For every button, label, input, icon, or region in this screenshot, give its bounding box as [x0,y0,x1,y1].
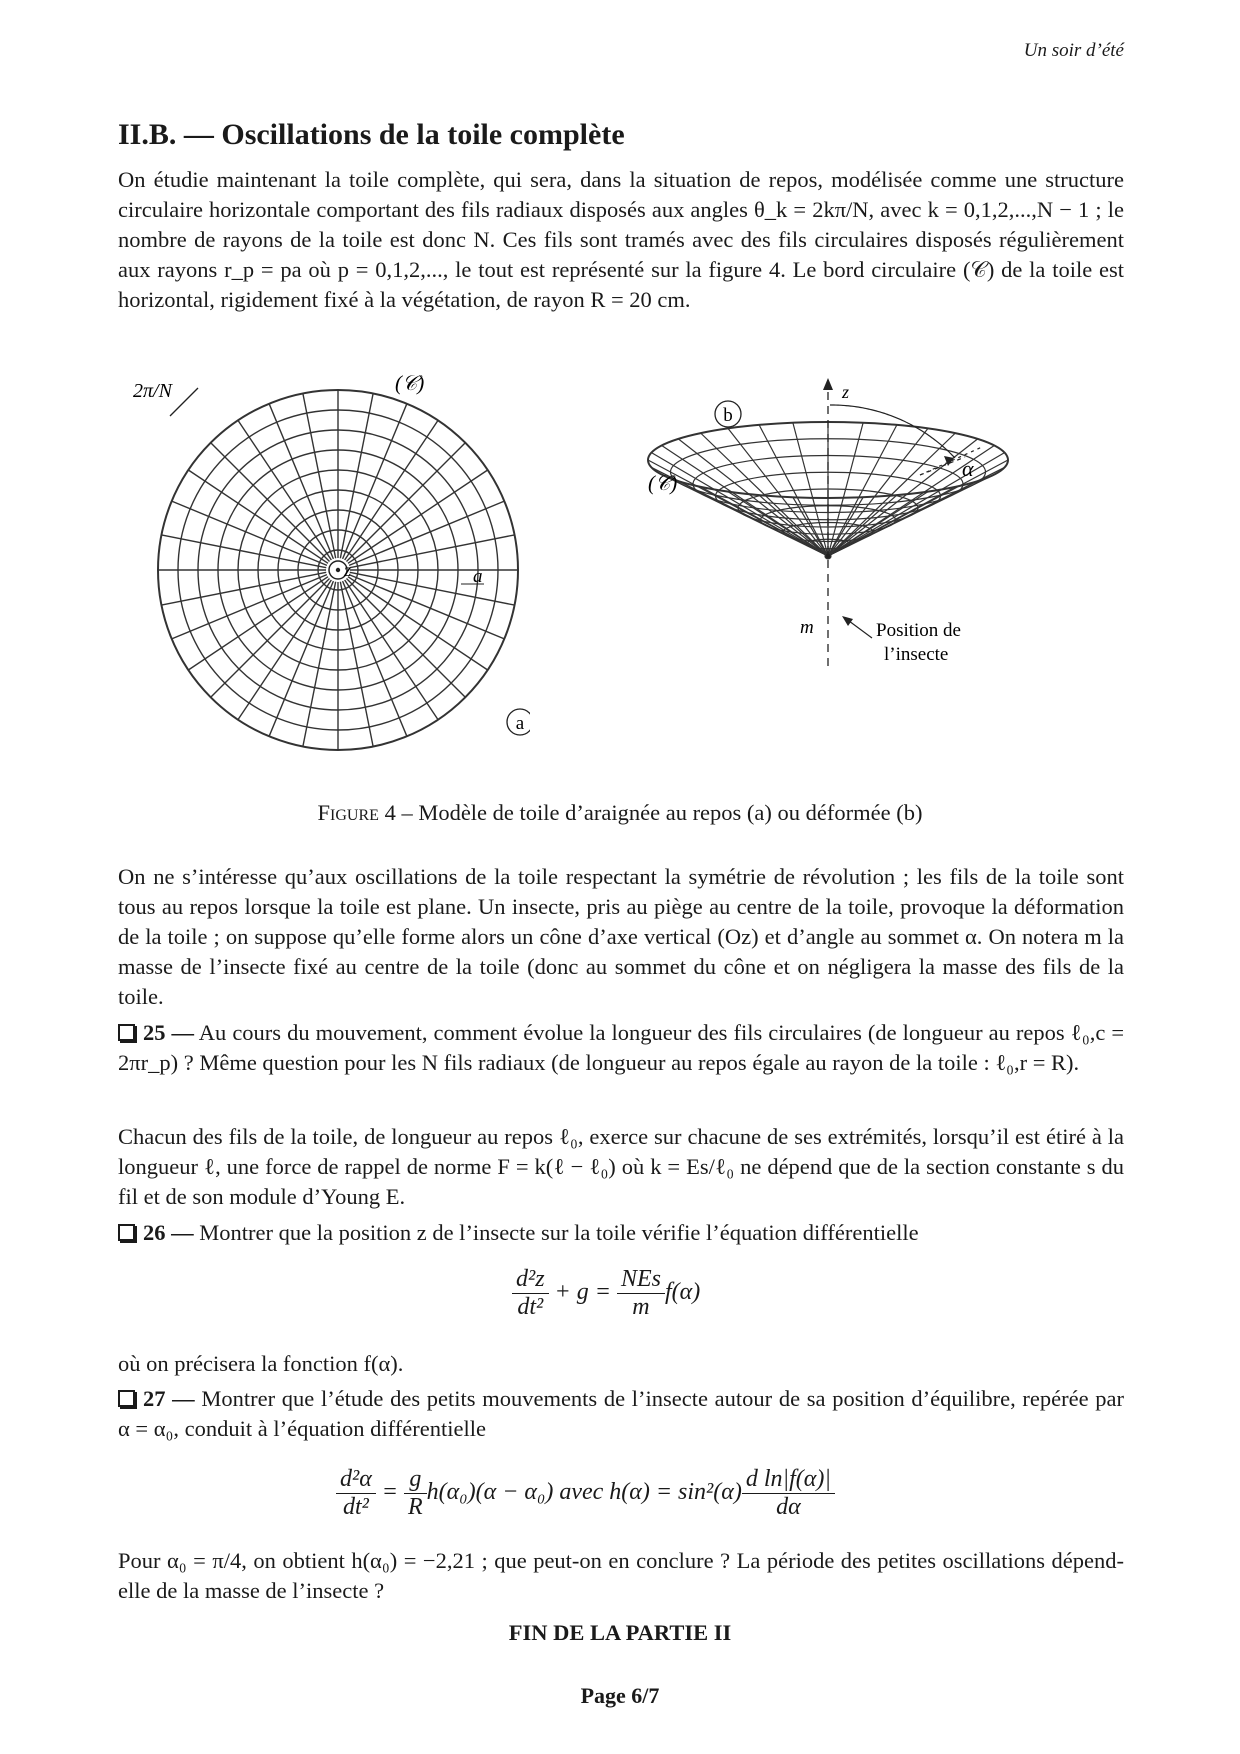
eq2-lhs-num: d²α [336,1466,376,1494]
web-radial-thread [211,578,330,697]
cone-radial-thread [828,428,928,556]
question-box-icon [118,1224,135,1241]
body-paragraph-4: Pour α₀ = π/4, on obtient h(α₀) = −2,21 ; que peut-on en conclure ? La période des petites oscillations dépend-elle de la masse de l’insecte ? [118,1548,1124,1603]
alpha-label: α [962,456,974,481]
position-label-1: Position de [876,620,961,641]
web-radial-thread [303,582,336,747]
web-radial-thread [340,393,373,558]
end-of-part: FIN DE LA PARTIE II [508,1620,732,1645]
after-equation-1: où on précisera la fonction f(α). [118,1351,404,1376]
eq1-lhs-num: d²z [512,1266,549,1294]
running-header: Un soir d’été [1023,40,1124,61]
equation-2 [336,1466,835,1521]
question-25 [118,1018,1124,1078]
intro-paragraph: On étudie maintenant la toile complète, qui sera, dans la situation de repos, modélisée comme une structure circulaire horizontale comportant des fils radiaux disposés aux angles θ_k = 2kπ/N, avec k = 0,1,2,...,N − 1 ; le nombre de rayons de la toile est donc N. Ces fils sont tramés avec des fils circulaires disposés régulièrement aux rayons r_p = pa où p = 0,1,2,..., le tout est représenté sur la figure 4. Le bord circulaire (𝒞) de la toile est horizontal, rigidement fixé à la végétation, de rayon R = 20 cm. [118,167,1124,312]
question-box-icon [118,1390,135,1407]
eq1-lhs-den: dt² [517,1294,544,1320]
question-26-number: 26 — [143,1220,194,1245]
caption-prefix: Figure [317,800,379,825]
question-26 [118,1218,1124,1248]
panel-label-a: a [515,713,525,734]
body-paragraph-2: On ne s’intéresse qu’aux oscillations de la toile respectant la symétrie de révolution ; les fils de la toile sont tous au repos lorsque la toile est plane. Un insecte, pris au piège au centre de la toile, provoque la déformation de la toile ; on suppose qu’elle forme alors un cône d’axe vertical (Oz) et d’angle au sommet α. On notera m la masse de l’insecte fixé au centre de la toile (donc au sommet du cône et on négligera la masse des fils de la toile. [118,864,1124,1009]
question-25-number: 25 — [143,1020,195,1045]
question-27-number: 27 — [143,1386,195,1411]
eq2-lhs-den: dt² [342,1494,369,1520]
body-paragraph-3: Chacun des fils de la toile, de longueur au repos ℓ₀, exerce sur chacune de ses extrémités, lorsqu’il est étiré à la longueur ℓ, une force de rappel de norme F = k(ℓ − ℓ₀) où k = Es/ℓ₀ ne dépend que de la section constante s du fil et de son module d’Young E. [118,1124,1124,1209]
web-radial-thread [350,535,515,568]
eq2-g-den: R [408,1494,423,1520]
mass-label: m [800,617,814,638]
eq2-d-den: dα [776,1494,801,1520]
border-label-a: (𝒞) [395,371,425,395]
eq1-tail: f(α) [664,1279,701,1306]
question-25-text: Au cours du mouvement, comment évolue la longueur des fils circulaires (de longueur au repos ℓ₀,c = 2πr_p) ? Même question pour les N fils radiaux (de longueur au repos égale au rayon de la toile : ℓ₀,r = R). [118,1020,1125,1075]
z-label-a: z [344,560,352,580]
web-radial-thread [340,582,373,747]
figure-caption [0,800,1240,826]
figure-web-cone [610,370,1110,680]
position-label-2: l’insecte [884,644,949,665]
web-radial-thread [346,443,465,562]
web-radial-thread [350,572,515,605]
web-radial-thread [303,393,336,558]
eq1-mid: + g = [554,1279,611,1306]
eq2-eq: = [381,1479,398,1506]
caption-text: 4 – Modèle de toile d’araignée au repos (a) ou déformée (b) [378,800,923,825]
equation-1 [512,1266,700,1321]
eq2-mid: h(α₀)(α − α₀) avec h(α) = sin²(α) [426,1479,742,1506]
question-27 [118,1384,1124,1444]
question-27-text: Montrer que l’étude des petits mouvements de l’insecte autour de sa position d’équilibre, repérée par α = α₀, conduit à l’équation différentielle [118,1386,1124,1441]
panel-label-b: b [723,405,733,426]
question-26-text: Montrer que la position z de l’insecte sur la toile vérifie l’équation différentielle [193,1220,919,1245]
eq2-d-num: d ln|f(α)| [742,1466,835,1494]
cone-radial-thread [728,428,828,556]
question-box-icon [118,1024,135,1041]
eq1-rhs-den: m [632,1294,650,1320]
border-label-b: (𝒞) [648,471,678,495]
angle-label: 2π/N [133,380,172,402]
web-radial-thread [161,572,326,605]
eq2-g-num: g [404,1466,427,1494]
page-number: Page 6/7 [580,1683,660,1708]
figure-web-flat [130,360,530,760]
section-title: II.B. — Oscillations de la toile complète [118,118,625,151]
spacing-label: a [473,566,483,587]
web-radial-thread [161,535,326,568]
cone-radial-thread [828,433,955,556]
eq1-rhs-num: NEs [617,1266,665,1294]
z-label-b: z [842,382,850,402]
web-radial-thread [346,578,465,697]
cone-radial-thread [701,433,828,556]
web-radial-thread [211,443,330,562]
